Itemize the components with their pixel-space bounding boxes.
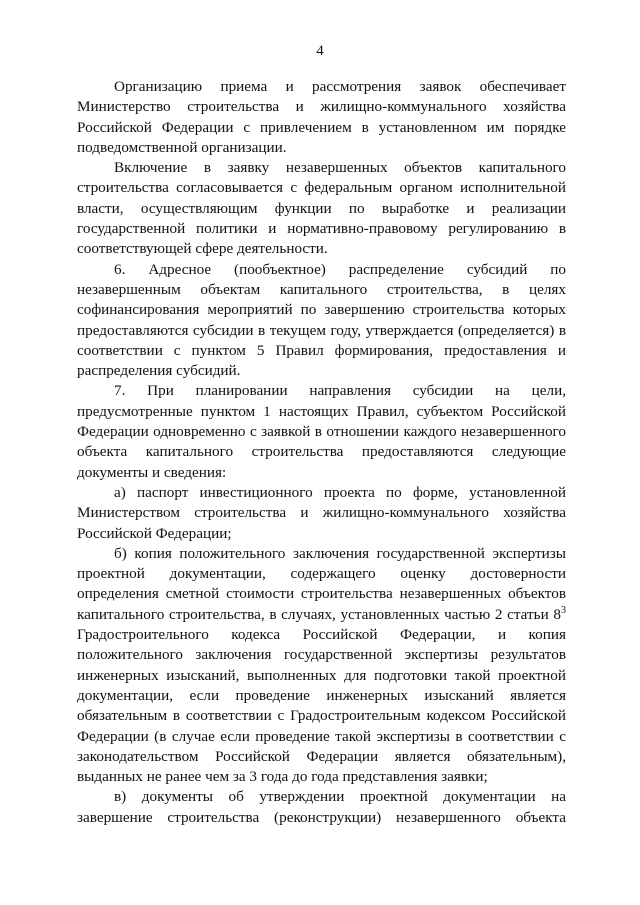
paragraph-item-6: 6. Адресное (пообъектное) распределение субсидий по незавершенным объектам капитального строительства, в целях софинансирования мероприятий по завершению строительства которых предоставляются субсидии в текущем году, утверждается (определяется) в соответствии с пунктом 5 Правил формирования, предоставления и распределения субсидий. [77,260,566,380]
subitem-b-text-start: б) копия положительного заключения государственной экспертизы проектной документации, содержащего оценку достоверности определения сметной стоимости строительства незавершенных объектов капитального строительства, в случаях, установленных частью 2 статьи 8 [77,544,566,623]
document-body [77,77,566,828]
article-superscript: 3 [561,604,566,616]
page-number: 4 [316,43,324,59]
paragraph-inclusion-approval: Включение в заявку незавершенных объектов капитального строительства согласовывается с федеральным органом исполнительной власти, осуществляющим функции по выработке и реализации государственной политики и нормативно-правовому регулированию в соответствующей сфере деятельности. [77,159,566,258]
paragraph-subitem-v: в) документы об утверждении проектной документации на завершение строительства (реконструкции) незавершенного объекта [77,788,566,826]
paragraph-item-7: 7. При планировании направления субсидии на цели, предусмотренные пунктом 1 настоящих Правил, субъектом Российской Федерации одновременно с заявкой в отношении каждого незавершенного объекта капитального строительства предоставляются следующие документы и сведения: [77,382,566,481]
paragraph-subitem-a: а) паспорт инвестиционного проекта по форме, установленной Министерством строительства и жилищно-коммунального хозяйства Российской Федерации; [77,483,566,542]
paragraph-application-organization: Организацию приема и рассмотрения заявок обеспечивает Министерство строительства и жилищно-коммунального хозяйства Российской Федерации с привлечением в установленном им порядке подведомственной организации. [77,78,566,156]
subitem-b-text-end: Градостроительного кодекса Российской Федерации, и копия положительного заключения государственной экспертизы результатов инженерных изысканий, выполненных для подготовки такой проектной документации, если проведение инженерных изысканий является обязательным в соответствии с Градостроительным кодексом Российской Федерации (в случае если проведение такой экспертизы в соответствии с законодательством Российской Федерации является обязательным), выданных не ранее чем за 3 года до года представления заявки; [77,626,566,786]
paragraph-subitem-b [77,544,566,788]
